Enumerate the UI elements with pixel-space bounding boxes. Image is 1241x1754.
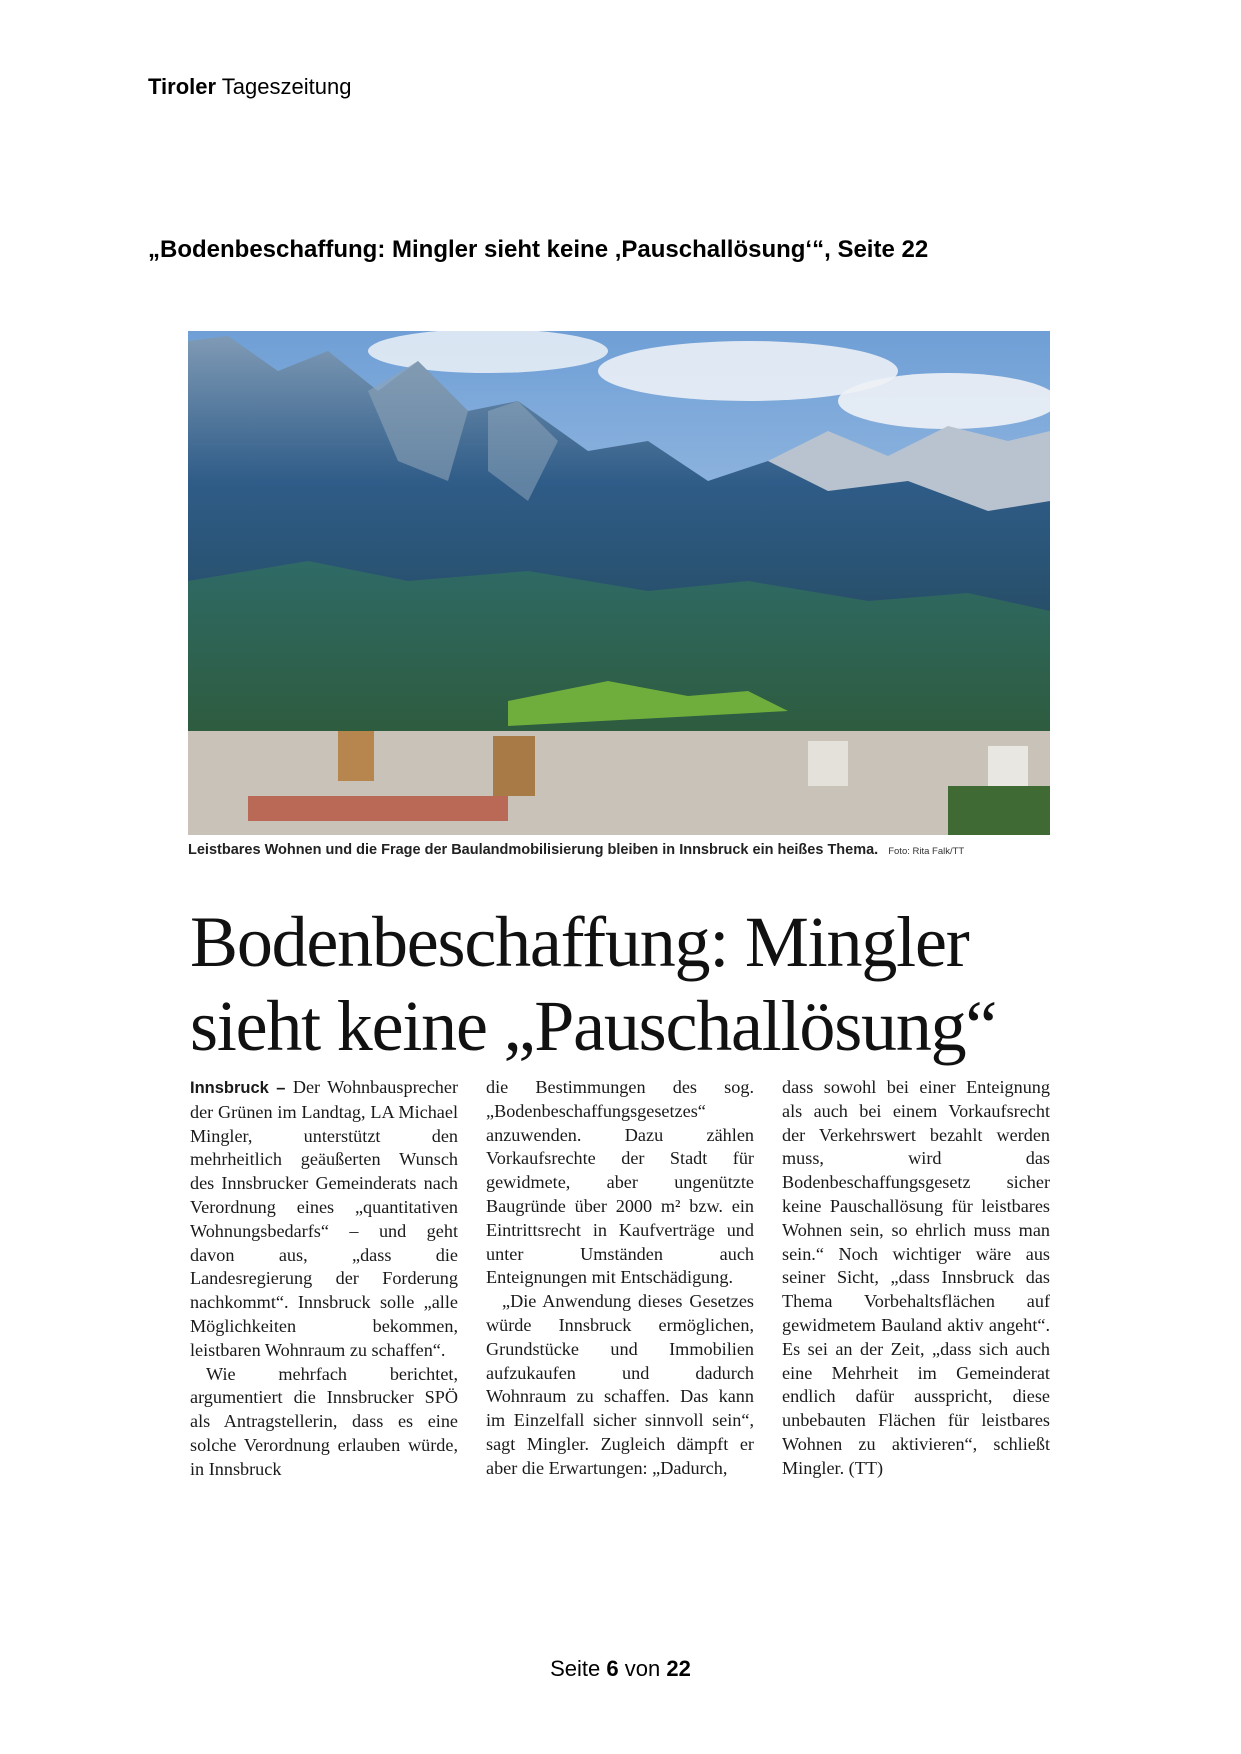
paragraph: die Bestimmungen des sog. „Bodenbeschaffungsgesetzes“ anzuwenden. Dazu zählen Vorkaufsrechte der Stadt für gewidmete, aber ungenützte Baugründe über 2000 m² bzw. ein Eintrittsrecht in Kaufverträge und unter Umständen auch Enteignungen mit Entschädigung. xyxy=(486,1077,754,1288)
building xyxy=(988,746,1028,786)
building xyxy=(493,736,535,796)
article-headline xyxy=(190,900,1060,1068)
article-body xyxy=(190,1076,1050,1534)
page-label: Seite xyxy=(550,1656,601,1681)
page-current: 6 xyxy=(606,1656,619,1681)
paragraph-text: Der Wohnbausprecher der Grünen im Landtag, LA Michael Mingler, unterstützt den mehrheitlich geäußerten Wunsch des Innsbrucker Gemeinderats nach Verordnung eines „quantitativen Wohnungsbedarfs“ – und geht davon aus, „dass die Landesregierung der Forderung nachkommt“. Innsbruck solle „alle Möglichkeiten bekommen, leistbaren Wohnraum zu schaffen“. xyxy=(190,1077,458,1360)
photo-credit: Foto: Rita Falk/TT xyxy=(888,846,965,857)
innsbruck-mountain-photo xyxy=(188,331,1050,835)
dateline: Innsbruck – xyxy=(190,1079,286,1097)
page-total: 22 xyxy=(666,1656,691,1681)
paragraph: Wie mehrfach berichtet, argumentiert die Innsbrucker SPÖ als Antragstellerin, dass es eine solche Verordnung erlauben würde, in Innsbruck xyxy=(190,1363,458,1479)
caption-text: Leistbares Wohnen und die Frage der Baulandmobilisierung bleiben in Innsbruck ein heißes Thema. xyxy=(188,842,879,858)
paragraph xyxy=(190,1076,458,1363)
headline-line-1: Bodenbeschaffung: Mingler xyxy=(190,902,969,982)
trees xyxy=(948,786,1050,835)
column-3 xyxy=(782,1076,1050,1534)
cloud xyxy=(838,373,1050,429)
page-footer xyxy=(0,1656,1241,1682)
masthead-name: Tageszeitung xyxy=(221,74,352,99)
column-1 xyxy=(190,1076,458,1534)
article-photo xyxy=(188,331,1050,835)
paragraph: dass sowohl bei einer Enteignung als auch bei einem Vorkaufsrecht der Verkehrswert bezahlt werden muss, wird das Bodenbeschaffungsgesetz sicher keine Pauschallösung für leistbares Wohnen sein, so ehrlich muss man sein.“ Noch wichtiger wäre aus seiner Sicht, „dass Innsbruck das Thema Vorbehaltsflächen auf gewidmetem Bauland aktiv angeht“. Es sei an der Zeit, „dass sich auch eine Mehrheit im Gemeinderat endlich dafür ausspricht, diese unbebauten Flächen für leistbares Wohnen zu aktivieren“, schließt Mingler. (TT) xyxy=(782,1077,1050,1478)
masthead xyxy=(148,74,351,100)
cloud xyxy=(368,331,608,373)
building xyxy=(808,741,848,786)
column-2 xyxy=(486,1076,754,1534)
page-of: von xyxy=(624,1656,661,1681)
masthead-brand: Tiroler xyxy=(148,74,217,99)
clip-title: „Bodenbeschaffung: Mingler sieht keine ‚Pauschallösung‘“, Seite 22 xyxy=(148,236,929,263)
rooftops xyxy=(248,796,508,821)
photo-caption xyxy=(188,842,1050,858)
paragraph: „Die Anwendung dieses Gesetzes würde Innsbruck ermöglichen, Grundstücke und Immobilien aufzukaufen und dadurch Wohnraum zu schaffen. Das kann im Einzelfall sicher sinnvoll sein“, sagt Mingler. Zugleich dämpft er aber die Erwartungen: „Dadurch, xyxy=(486,1291,754,1478)
building xyxy=(338,731,374,781)
headline-line-2: sieht keine „Pauschallösung“ xyxy=(190,986,997,1066)
